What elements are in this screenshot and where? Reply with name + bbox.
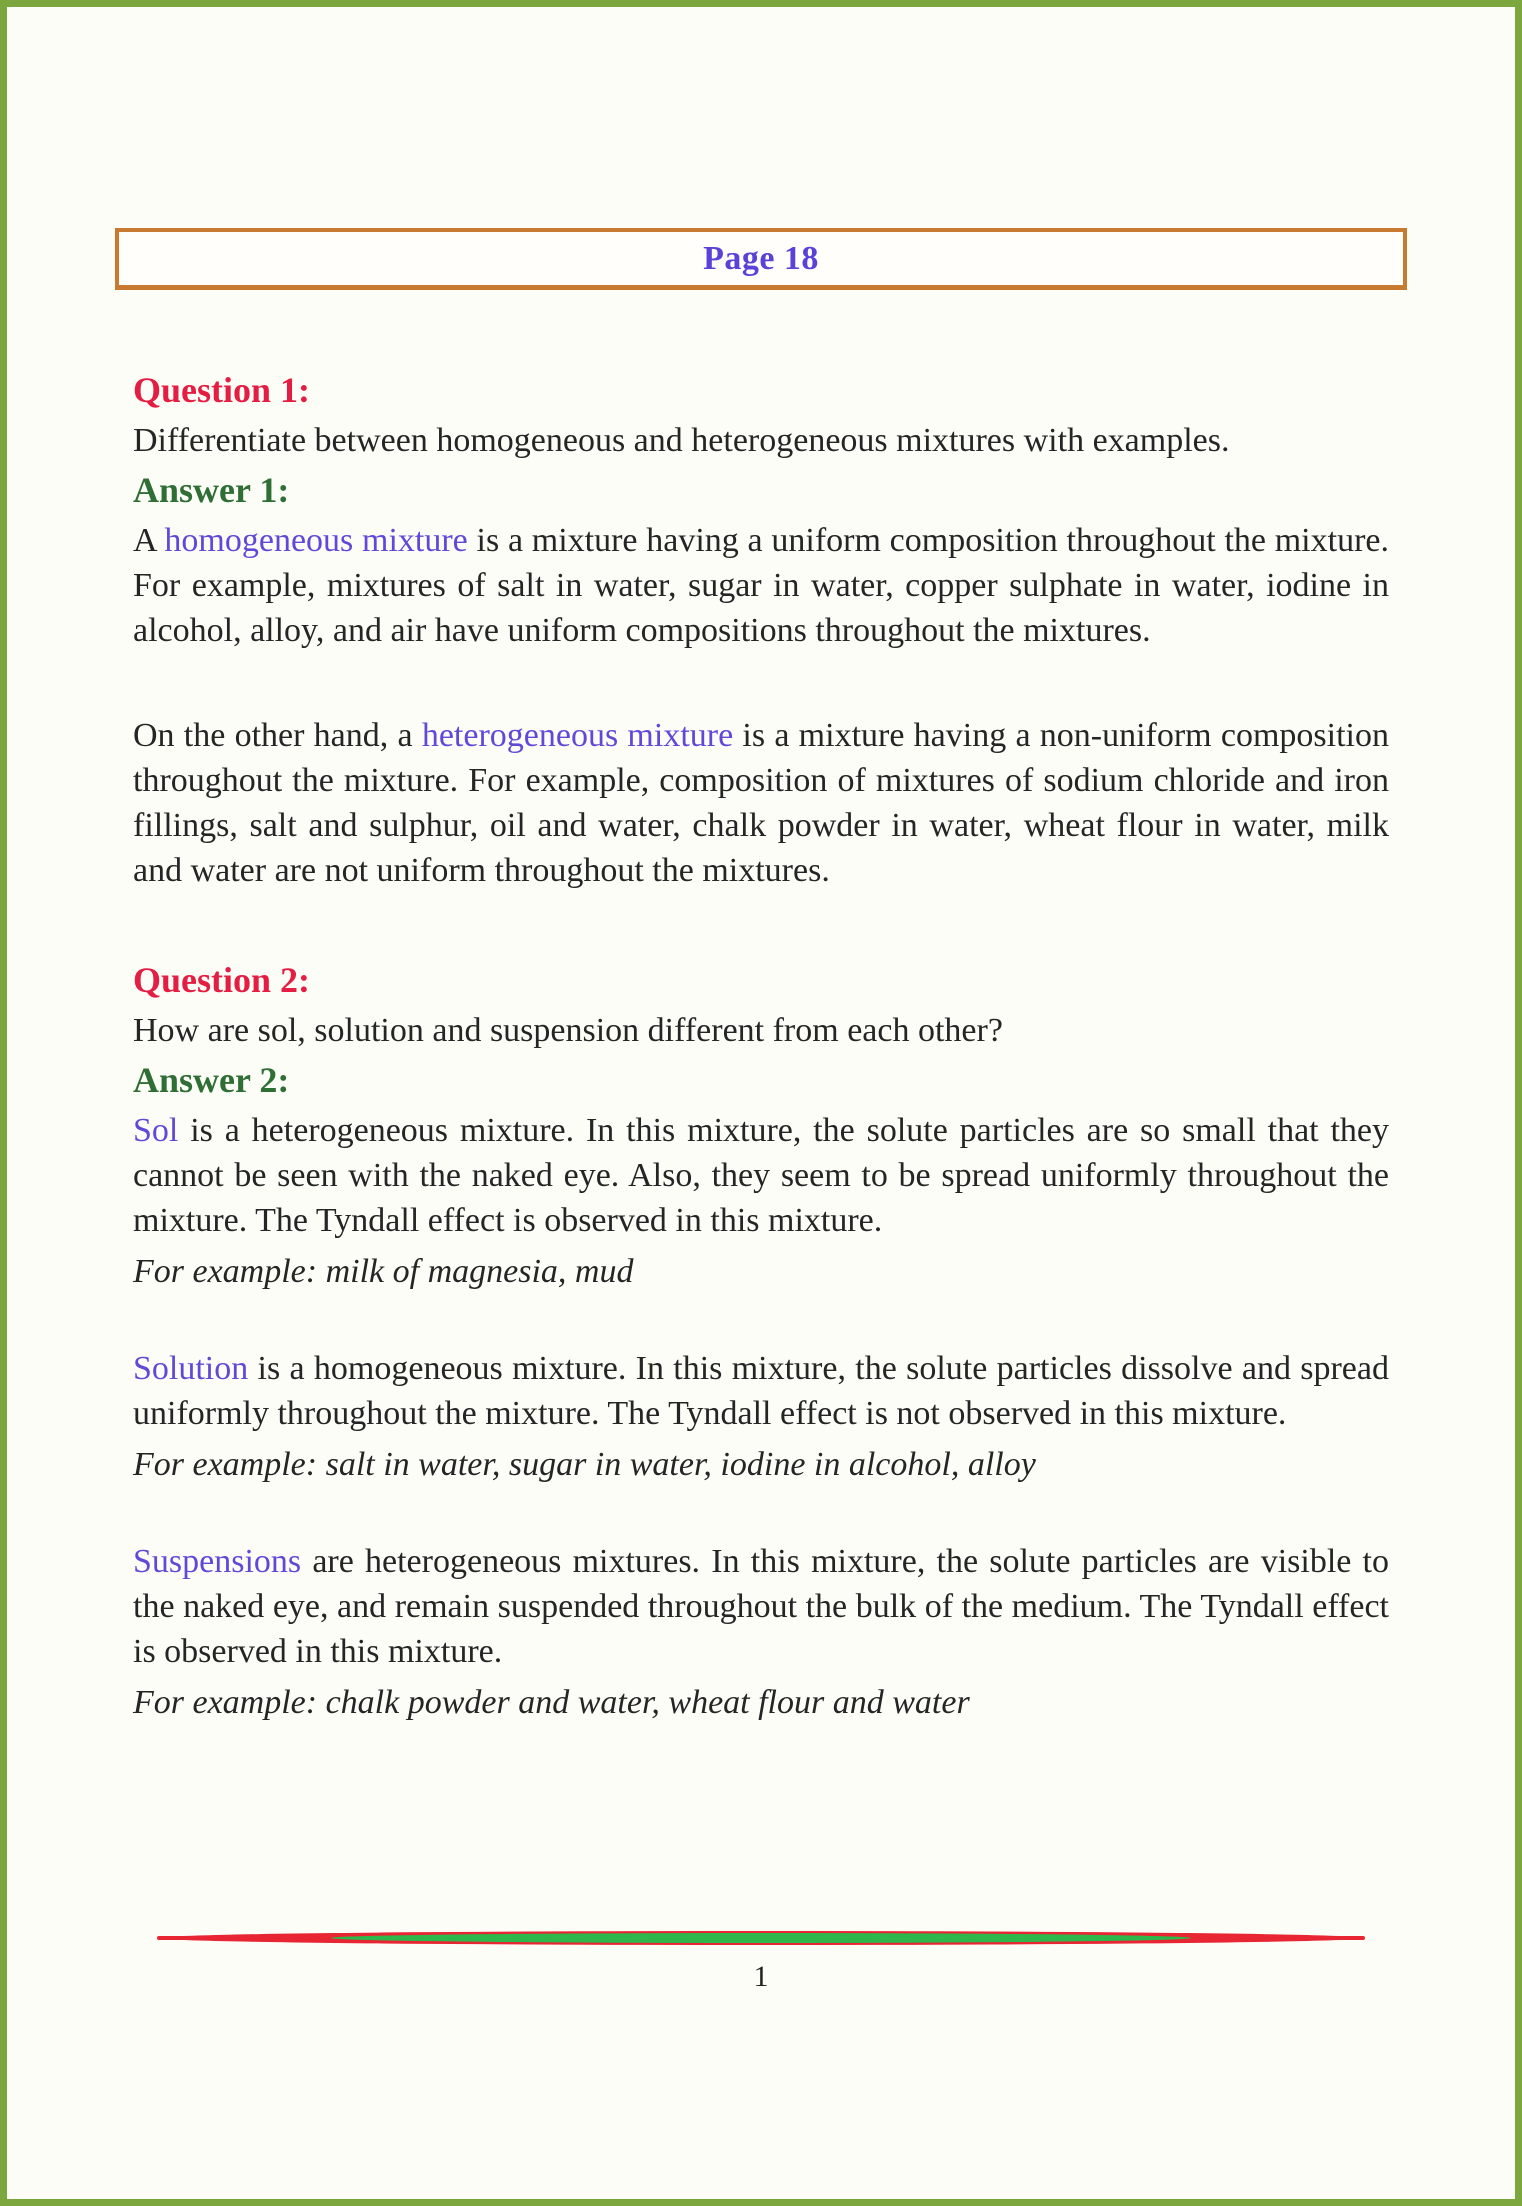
solution-link[interactable]: Solution <box>133 1350 249 1387</box>
answer-2-paragraph-sol <box>133 1108 1389 1243</box>
page-title: Page 18 <box>703 239 819 277</box>
document-content <box>133 290 1389 1725</box>
page-header-box <box>115 228 1407 290</box>
decorative-divider <box>157 1930 1365 1946</box>
answer-1-paragraph-1 <box>133 518 1389 653</box>
text-segment: On the other hand, a <box>133 717 422 754</box>
suspensions-link[interactable]: Suspensions <box>133 1543 302 1580</box>
question-1-label: Question 1: <box>133 370 311 410</box>
answer-1-paragraph-2 <box>133 713 1389 893</box>
question-2-label: Question 2: <box>133 960 311 1000</box>
question-1-text: Differentiate between homogeneous and heterogeneous mixtures with examples. <box>133 422 1230 459</box>
text-segment: is a heterogeneous mixture. In this mixture, the solute particles are so small that they cannot be seen with the naked eye. Also, they seem to be spread uniformly throughout the mixture. The Tyndall effect is observed in this mixture. <box>133 1112 1389 1239</box>
suspensions-example: For example: chalk powder and water, wheat flour and water <box>133 1684 970 1721</box>
answer-2-label: Answer 2: <box>133 1060 290 1100</box>
answer-2-paragraph-solution <box>133 1346 1389 1436</box>
text-segment: is a mixture having a non-uniform composition throughout the mixture. For example, composition of mixtures of sodium chloride and iron fillings, salt and sulphur, oil and water, chalk powder in water, wheat flour in water, milk and water are not uniform throughout the mixtures. <box>133 717 1389 889</box>
heterogeneous-mixture-link[interactable]: heterogeneous mixture <box>421 717 734 754</box>
page-number: 1 <box>753 1960 769 1993</box>
sol-example: For example: milk of magnesia, mud <box>133 1253 634 1290</box>
divider-green-lens <box>331 1933 1191 1943</box>
text-segment: A <box>133 522 165 559</box>
question-2-text: How are sol, solution and suspension different from each other? <box>133 1012 1003 1049</box>
answer-1-label: Answer 1: <box>133 470 290 510</box>
sol-link[interactable]: Sol <box>133 1112 179 1149</box>
text-segment: is a homogeneous mixture. In this mixture, the solute particles dissolve and spread uniformly throughout the mixture. The Tyndall effect is not observed in this mixture. <box>133 1350 1389 1432</box>
homogeneous-mixture-link[interactable]: homogeneous mixture <box>164 522 468 559</box>
solution-example: For example: salt in water, sugar in water, iodine in alcohol, alloy <box>133 1446 1036 1483</box>
text-segment: is a mixture having a uniform composition throughout the mixture. For example, mixtures of salt in water, sugar in water, copper sulphate in water, iodine in alcohol, alloy, and air have uniform compositions throughout the mixtures. <box>133 522 1389 649</box>
text-segment: are heterogeneous mixtures. In this mixture, the solute particles are visible to the naked eye, and remain suspended throughout the bulk of the medium. The Tyndall effect is observed in this mixture. <box>133 1543 1389 1670</box>
answer-2-paragraph-suspensions <box>133 1539 1389 1674</box>
